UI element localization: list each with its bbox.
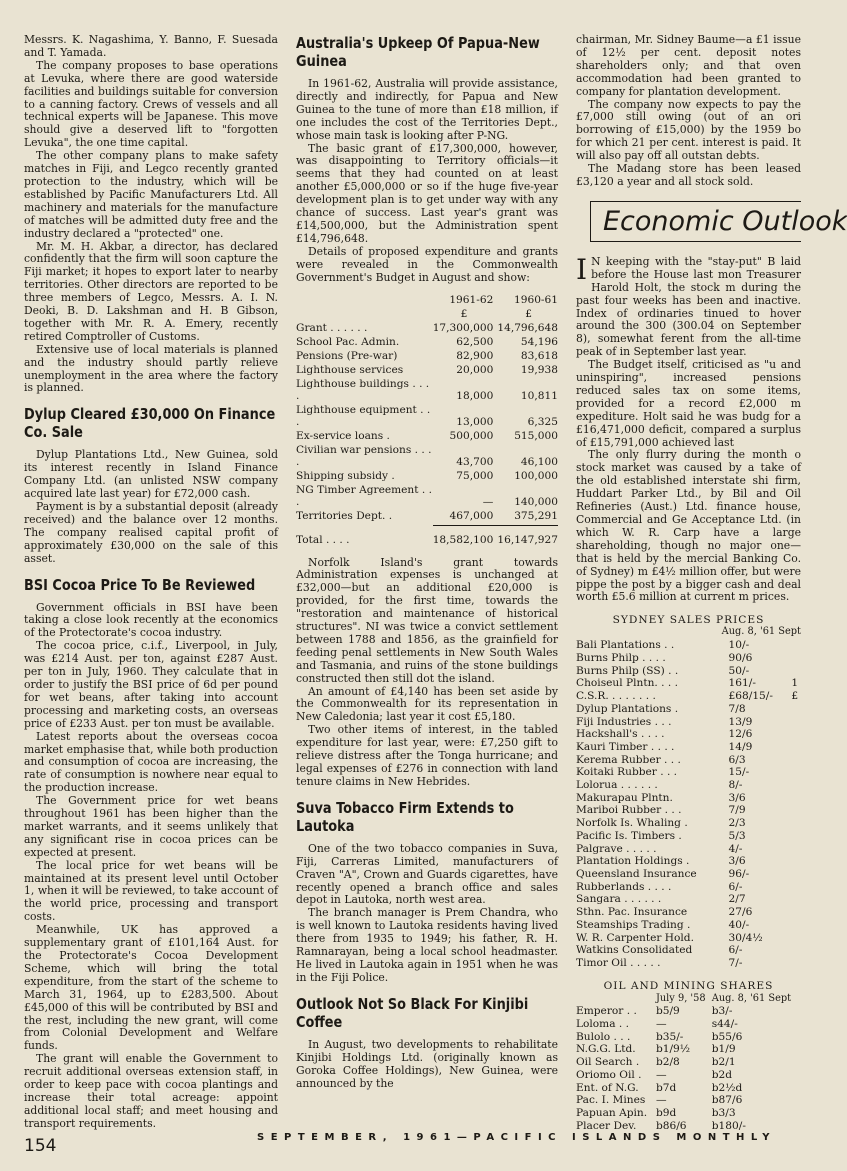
budget-row-value-a: 467,000 [449, 509, 494, 522]
suva-heading: Suva Tobacco Firm Extends to Lautoka [296, 798, 514, 835]
budget-row [296, 469, 558, 483]
budget-row-value-a: 62,500 [456, 335, 494, 348]
price-row [576, 766, 801, 779]
share-value-a: — [655, 1018, 667, 1031]
price-row [576, 792, 801, 805]
share-value-b: b2½d [711, 1081, 743, 1094]
column-left [24, 34, 278, 1131]
share-value-b: b180/- [711, 1119, 746, 1132]
price-value: 13/9 [728, 715, 753, 728]
share-value-a: b2/8 [655, 1056, 680, 1069]
price-value-sept [783, 830, 801, 843]
budget-row-value-b: 83,618 [520, 349, 558, 362]
budget-row-value-a: 43,700 [456, 455, 494, 468]
share-value-b: b1/9 [711, 1043, 736, 1056]
budget-row [296, 321, 558, 335]
share-company: Pac. I. Mines [576, 1094, 646, 1107]
price-value-sept [783, 893, 801, 906]
share-company: Oil Search . [576, 1056, 640, 1069]
price-row [576, 830, 801, 843]
price-company: Bali Plantations . . [576, 639, 675, 652]
price-row [576, 932, 801, 945]
price-row [576, 893, 801, 906]
price-value-sept: 1 [791, 677, 799, 690]
budget-row-value-a: 20,000 [456, 363, 494, 376]
price-value: 10/- [728, 639, 750, 652]
paragraph: Meanwhile, UK has approved a supplementary grant of £101,164 Aust. for the Protectorate's Cocoa Development Scheme, which will bring the total expenditure, from the start of the scheme to March 31, 1964, up to £283,500. About £45,000 of this will be contributed by BSI and the rest, including the new grant, will come from Colonial Development and Welfare funds. [24, 923, 278, 1053]
budget-header-row [296, 293, 558, 307]
intro-article [24, 34, 278, 395]
price-row [576, 843, 801, 856]
budget-row [296, 403, 558, 429]
price-company: Kerema Rubber . . . [576, 753, 681, 766]
price-value: 3/6 [728, 855, 746, 868]
price-value: 27/6 [728, 906, 753, 919]
price-company: Lolorua . . . . . . [576, 779, 658, 792]
budget-unit: £ [460, 307, 468, 320]
price-row [576, 957, 801, 970]
price-value: 90/6 [728, 652, 753, 665]
price-value: 7/8 [728, 702, 746, 715]
page-footer [0, 1132, 801, 1162]
share-row [576, 1031, 801, 1044]
column-right [576, 33, 847, 1132]
budget-row-value-b: 19,938 [520, 363, 558, 376]
share-company: Bulolo . . . [576, 1030, 631, 1043]
budget-rows [296, 321, 558, 523]
paragraph: In August, two developments to rehabilitate Kinjibi Holdings Ltd. (originally known as Goroka Coffee Holdings), New Guinea, were announced by the [296, 1037, 558, 1090]
price-value-sept [783, 665, 801, 678]
price-value: 5/3 [728, 829, 746, 842]
price-value-sept [783, 754, 801, 767]
price-company: Choiseul Plntn. . . . [576, 677, 678, 690]
price-company: Queensland Insurance [576, 868, 697, 880]
price-company: Plantation Holdings . [576, 855, 690, 868]
paragraph: The Government price for wet beans throughout 1961 has been higher than the market warrants, and it seems unlikely that any significant rise in cocoa prices can be expected at present. [24, 794, 278, 859]
price-value: 8/- [728, 779, 743, 792]
paragraph: The local price for wet beans will be maintained at its present level until October 1, when it will be reviewed, to take account of the world price, processing and transport costs. [24, 858, 278, 924]
budget-row-value-b: 515,000 [514, 429, 558, 442]
drop-cap: I [576, 252, 588, 286]
budget-unit-row [296, 307, 558, 321]
price-row [576, 703, 801, 716]
budget-row-value-b: 10,811 [520, 389, 558, 402]
share-row [576, 1056, 801, 1069]
share-row [576, 1018, 801, 1031]
paragraph: An amount of £4,140 has been set aside by the Commonwealth for its representation in New Caledonia; last year it cost £5,180. [296, 684, 558, 724]
price-row [576, 741, 801, 754]
budget-row-value-b: 46,100 [520, 455, 558, 468]
price-company: Rubberlands . . . . [576, 880, 672, 893]
budget-row [296, 377, 558, 403]
paragraph: In 1961-62, Australia will provide assistance, directly and indirectly, for Papua and New Guinea to the tune of more than £18 million, if one includes the cost of the Territories Dept., whose main task is looking after P-NG. [296, 77, 558, 142]
price-value-sept [783, 919, 801, 932]
paragraph: Latest reports about the overseas cocoa market emphasise that, while both production and consumption of cocoa are increasing, the rate of consumption is nowhere near equal to the production increase. [24, 729, 278, 795]
budget-col-b: 1960-61 [513, 293, 558, 306]
paragraph: The company now expects to pay the £7,000 still owing (out of an ori borrowing of £15,000) by the 1959 bo for which 21 per cent. interest is paid. It will also pay off all outstan debts. [576, 97, 801, 163]
running-head: SEPTEMBER, 1961—PACIFIC ISLANDS MONTHLY [257, 1132, 776, 1143]
price-company: W. R. Carpenter Hold. [576, 931, 694, 944]
oil-mining-header-row [576, 993, 801, 1006]
share-row [576, 1120, 801, 1133]
budget-col-a: 1961-62 [449, 293, 494, 306]
price-row [576, 944, 801, 957]
price-row [576, 677, 801, 690]
budget-table [296, 293, 558, 547]
price-value: 50/- [728, 664, 750, 677]
share-company: Ent. of N.G. [576, 1081, 639, 1094]
paragraph: The cocoa price, c.i.f., Liverpool, in July, was £214 Aust. per ton, against £287 Aust. per ton in July, 1960. They calculate that in order to justify the BSI price of 6d per pound for wet beans, after taking into account processing and marketing costs, an overseas price of £233 Aust. per ton must be available. [24, 639, 278, 730]
budget-row-label: Ex-service loans . [296, 429, 390, 442]
column-middle [296, 34, 558, 1090]
price-value-sept [783, 792, 801, 805]
share-company: Placer Dev. [576, 1119, 637, 1132]
budget-row-value-a: — [482, 495, 494, 508]
budget-total-a: 18,582,100 [432, 533, 494, 546]
share-company: Papuan Apin. [576, 1106, 648, 1119]
budget-total-b: 16,147,927 [497, 533, 558, 546]
dylup-article [24, 405, 278, 565]
price-company: Koitaki Rubber . . . [576, 766, 678, 779]
paragraph: Payment is by a substantial deposit (already received) and the balance over 12 months. The company realised capital profit of approximately £30,000 on the sale of this asset. [24, 500, 278, 565]
price-row [576, 868, 801, 881]
price-row [576, 779, 801, 792]
price-value-sept [783, 639, 801, 652]
paragraph-text: N keeping with the "stay-put" B laid before the House last mon Treasurer Harold Holt, the stock m during the past four weeks has been and inactive. Index of ordinaries tinued to hover around the 300 (300.04 on September 8), somewhat ferent from the all-time peak of in September last year. [576, 254, 801, 359]
paragraph: The grant will enable the Government to recruit additional overseas extension staff, in order to keep pace with cocoa plantings and increase their total acreage: appoint additional local staff; and meet housing and transport requirements. [24, 1052, 278, 1130]
paragraph: Government officials in BSI have been taking a close look recently at the economics of the Protectorate's cocoa industry. [24, 600, 278, 640]
price-value-sept [783, 881, 801, 894]
budget-row-value-a: 500,000 [449, 429, 494, 442]
paragraph: Dylup Plantations Ltd., New Guinea, sold its interest recently in Island Finance Company Ltd. (an unlisted NSW company acquired late last year) for £72,000 cash. [24, 448, 278, 501]
budget-row [296, 335, 558, 349]
price-company: Dylup Plantations . [576, 702, 679, 715]
paragraph: The branch manager is Prem Chandra, who is well known to Lautoka residents having lived there from 1935 to 1949; his father, R. H. Ramnarayan, being a local school headmaster. He lived in Lautoka again in 1951 when he was in the Fiji Police. [296, 906, 558, 984]
price-value-sept [783, 944, 801, 957]
share-value-a: — [655, 1068, 667, 1081]
price-value: 6/- [728, 880, 743, 893]
budget-row-value-b: 140,000 [514, 495, 558, 508]
sydney-prices-title: SYDNEY SALES PRICES [612, 614, 765, 627]
budget-row [296, 483, 558, 509]
price-row [576, 639, 801, 652]
price-value: 40/- [728, 918, 750, 931]
share-row [576, 1094, 801, 1107]
price-company: Sangara . . . . . . [576, 893, 662, 906]
paragraph: The basic grant of £17,300,000, however, was disappointing to Territory officials—it seems that they had counted on at least another £5,000,000 or so if the huge five-year development plan is to get under way with any chance of success. Last year's grant was £14,500,000, but the Administration spent £14,796,648. [296, 141, 558, 245]
paragraph: Extensive use of local materials is planned and the industry should partly relieve unemployment in the area where the factory is planned. [24, 342, 278, 395]
budget-total-row [296, 525, 558, 547]
budget-row-label: Pensions (Pre-war) [296, 349, 398, 362]
price-value-sept [783, 817, 801, 830]
budget-row-label: Grant . . . . . . [296, 321, 368, 334]
page-number: 154 [24, 1136, 57, 1156]
share-value-a: b1/9½ [655, 1043, 691, 1056]
budget-row-label: Lighthouse services [296, 363, 404, 376]
price-company: Watkins Consolidated [576, 944, 693, 957]
price-value-sept [783, 652, 801, 665]
budget-row-value-a: 75,000 [456, 469, 494, 482]
sydney-prices-table [576, 639, 801, 969]
budget-total-label: Total . . . . [296, 533, 350, 546]
share-value-a: b9d [655, 1106, 677, 1119]
share-value-b: b2d [711, 1068, 733, 1081]
share-value-b: s44/- [711, 1018, 738, 1031]
price-value: 2/3 [728, 817, 746, 830]
share-row [576, 1005, 801, 1018]
share-row [576, 1043, 801, 1056]
oil-mining-title: OIL AND MINING SHARES [603, 979, 774, 992]
budget-row-value-b: 54,196 [520, 335, 558, 348]
paragraph: The Madang store has been leased £3,120 a year and all stock sold. [576, 162, 801, 188]
budget-row-label: Lighthouse buildings . . . . [296, 377, 430, 402]
price-row [576, 919, 801, 932]
price-row [576, 855, 801, 868]
price-value-sept [783, 855, 801, 868]
price-value-sept [783, 703, 801, 716]
price-company: Sthn. Pac. Insurance [576, 906, 688, 919]
price-value: 6/3 [728, 753, 746, 766]
share-value-b: b55/6 [711, 1030, 743, 1043]
price-company: Makurapau Plntn. [576, 791, 673, 804]
paragraph: Messrs. K. Nagashima, Y. Banno, F. Suesada and T. Yamada. [24, 33, 278, 59]
price-value-sept [783, 906, 801, 919]
price-company: Pacific Is. Timbers . [576, 829, 682, 842]
paragraph: Two other items of interest, in the tabled expenditure for last year, were: £7,250 gift to relieve distress after the Tonga hurricane; and legal expenses of £276 in connection with land tenure claims in New Hebrides. [296, 723, 558, 788]
upkeep-heading: Australia's Upkeep Of Papua-New Guinea [296, 34, 540, 70]
paragraph: The company proposes to base operations at Levuka, where there are good waterside facilities and buildings suitable for conversion to a canning factory. Crews of vessels and all technical experts will be Japanese. This move should give a deserved lift to "forgotten Levuka", the one time capital. [24, 58, 278, 150]
price-value-sept [783, 843, 801, 856]
price-value-sept: £ [791, 690, 799, 703]
budget-row [296, 443, 558, 469]
share-value-a: b86/6 [655, 1119, 687, 1132]
price-company: Palgrave . . . . . [576, 842, 657, 855]
price-value: 96/- [728, 868, 750, 880]
share-company: Oriomo Oil . [576, 1068, 642, 1081]
share-value-a: b35/- [655, 1030, 684, 1043]
price-company: Burns Philp . . . . [576, 652, 666, 665]
price-value-sept [783, 957, 801, 970]
price-value: 4/- [728, 842, 743, 855]
price-row [576, 881, 801, 894]
price-value-sept [783, 741, 801, 754]
share-value-b: b2/1 [711, 1056, 736, 1069]
share-value-a: b7d [655, 1081, 677, 1094]
economic-outlook-heading: Economic Outlook [590, 201, 801, 242]
price-value-sept [783, 716, 801, 729]
paragraph: The Budget itself, criticised as "u and uninspiring", increased pensions reduced sales tax on some items, provided for a record £2,000 m expediture. Holt said he was budg for a £16,471,000 deficit, compared a surplus of £15,791,000 achieved last [576, 358, 801, 449]
oil-date-b: Aug. 8, '61 Sept [711, 992, 792, 1004]
share-value-a: b5/9 [655, 1005, 680, 1018]
paragraph: Mr. M. H. Akbar, a director, has declared confidently that the firm will soon capture the Fiji market; it hopes to export later to nearby territories. Other directors are reported to be three members of Legco, Messrs. A. I. N. Deoki, B. D. Lakshman and H. B Gibson, together with Mr. R. A. Emery, recently retired Comptroller of Customs. [24, 239, 278, 343]
price-company: Steamships Trading . [576, 918, 691, 931]
price-company: Mariboi Rubber . . . [576, 804, 682, 817]
price-value-sept [783, 868, 801, 881]
price-row [576, 906, 801, 919]
sydney-prices-date: Aug. 8, '61 Sept [721, 626, 801, 638]
paragraph: Details of proposed expenditure and grants were revealed in the Commonwealth Government's Budget in August and show: [296, 244, 558, 284]
price-value: 6/- [728, 944, 743, 957]
share-company: Emperor . . [576, 1005, 637, 1018]
share-company: N.G.G. Ltd. [576, 1043, 636, 1056]
budget-row-label: Lighthouse equipment . . . [296, 403, 431, 428]
budget-row-value-b: 14,796,648 [497, 321, 558, 334]
price-company: Hackshall's . . . . [576, 728, 665, 741]
oil-date-a: July 9, '58 [655, 992, 706, 1004]
price-value: 15/- [728, 766, 750, 779]
price-value: 161/- [728, 677, 756, 690]
budget-row-value-a: 82,900 [456, 349, 494, 362]
price-value-sept [783, 728, 801, 741]
cocoa-heading: BSI Cocoa Price To Be Reviewed [24, 575, 256, 594]
dylup-heading: Dylup Cleared £30,000 On Finance Co. Sale [24, 405, 276, 442]
budget-row-value-a: 13,000 [456, 415, 494, 428]
price-company: Burns Philp (SS) . . [576, 664, 679, 677]
budget-row-label: Territories Dept. . [296, 509, 393, 522]
budget-row [296, 349, 558, 363]
paragraph: chairman, Mr. Sidney Baume—a £1 issue of 12½ per cent. deposit notes shareholders only; and that oven accommodation had been granted to company for plantation development. [576, 33, 801, 98]
price-row [576, 716, 801, 729]
price-company: Kauri Timber . . . . [576, 740, 675, 753]
price-value: 30/4½ [728, 931, 763, 944]
price-row [576, 804, 801, 817]
share-row [576, 1107, 801, 1120]
share-company: Loloma . . [576, 1018, 630, 1031]
budget-row-value-b: 375,291 [514, 509, 558, 522]
price-value: 2/7 [728, 893, 746, 906]
paragraph: The other company plans to make safety matches in Fiji, and Legco recently granted protection to the industry, which will be established by Pacific Manufacturers Ltd. All machinery and materials for the manufacture of matches will be admitted duty free and the industry declared a "protected" one. [24, 149, 278, 240]
budget-row-label: School Pac. Admin. [296, 335, 400, 348]
budget-row-label: NG Timber Agreement . . . [296, 483, 432, 508]
budget-row-value-b: 100,000 [514, 469, 558, 482]
price-value: 12/6 [728, 728, 753, 741]
budget-unit: £ [525, 307, 532, 320]
budget-row-label: Shipping subsidy . [296, 469, 395, 482]
price-company: Norfolk Is. Whaling . [576, 817, 688, 830]
price-row [576, 665, 801, 678]
price-value: £68/15/- [728, 690, 773, 703]
price-row [576, 690, 801, 703]
share-value-b: b3/- [711, 1005, 733, 1018]
budget-row-value-a: 18,000 [456, 389, 494, 402]
share-row [576, 1069, 801, 1082]
price-company: C.S.R. . . . . . . . [576, 690, 656, 703]
paragraph: The only flurry during the month o stock market was caused by a take of the old established interstate shi firm, Huddart Parker Ltd., by Bil and Oil Refineries (Aust.) Ltd. finance house, Commercial and Ge Acceptance Ltd. (in which W. R. Carp have a large shareholding, though no major one—that is held by the mercial Banking Co. of Sydney) m £4½ million offer, but were pippe the post by a bigger cash and deal worth £5.6 million at current m prices. [576, 448, 801, 604]
price-value-sept [783, 804, 801, 817]
price-row [576, 817, 801, 830]
paragraph: One of the two tobacco companies in Suva, Fiji, Carreras Limited, manufacturers of Craven "A", Crown and Guards cigarettes, have recently opened a branch office and sales depot in Lautoka, north west area. [296, 841, 558, 907]
price-value-sept [783, 932, 801, 945]
share-value-b: b87/6 [711, 1094, 743, 1107]
budget-row-value-b: 6,325 [527, 415, 558, 428]
price-row [576, 652, 801, 665]
kinjibi-heading: Outlook Not So Black For Kinjibi Coffee [296, 994, 529, 1031]
price-company: Timor Oil . . . . . [576, 956, 661, 969]
budget-row [296, 509, 558, 523]
price-company: Fiji Industries . . . [576, 715, 672, 728]
price-value: 7/- [728, 956, 743, 969]
budget-row-value-a: 17,300,000 [432, 321, 494, 334]
budget-row-label: Civilian war pensions . . . . [296, 443, 432, 468]
price-value: 3/6 [728, 791, 746, 804]
price-row [576, 728, 801, 741]
oil-mining-table [576, 993, 801, 1133]
cocoa-article [24, 576, 278, 1131]
share-row [576, 1082, 801, 1095]
price-value: 7/9 [728, 804, 746, 817]
share-value-b: b3/3 [711, 1106, 736, 1119]
price-value-sept [783, 766, 801, 779]
paragraph: Norfolk Island's grant towards Administration expenses is unchanged at £32,000—but an additional £20,000 is provided, for the first time, towards the "restoration and maintenance of historical structures". NI was twice a convict settlement between 1788 and 1856, as the grainfield for feeding penal settlements in New South Wales and Tasmania, and ruins of the stone buildings constructed then still dot the island. [296, 555, 558, 685]
price-value: 14/9 [728, 740, 753, 753]
price-row [576, 754, 801, 767]
price-value-sept [783, 779, 801, 792]
budget-row [296, 429, 558, 443]
budget-row [296, 363, 558, 377]
share-value-a: — [655, 1094, 667, 1107]
paragraph [576, 252, 801, 359]
